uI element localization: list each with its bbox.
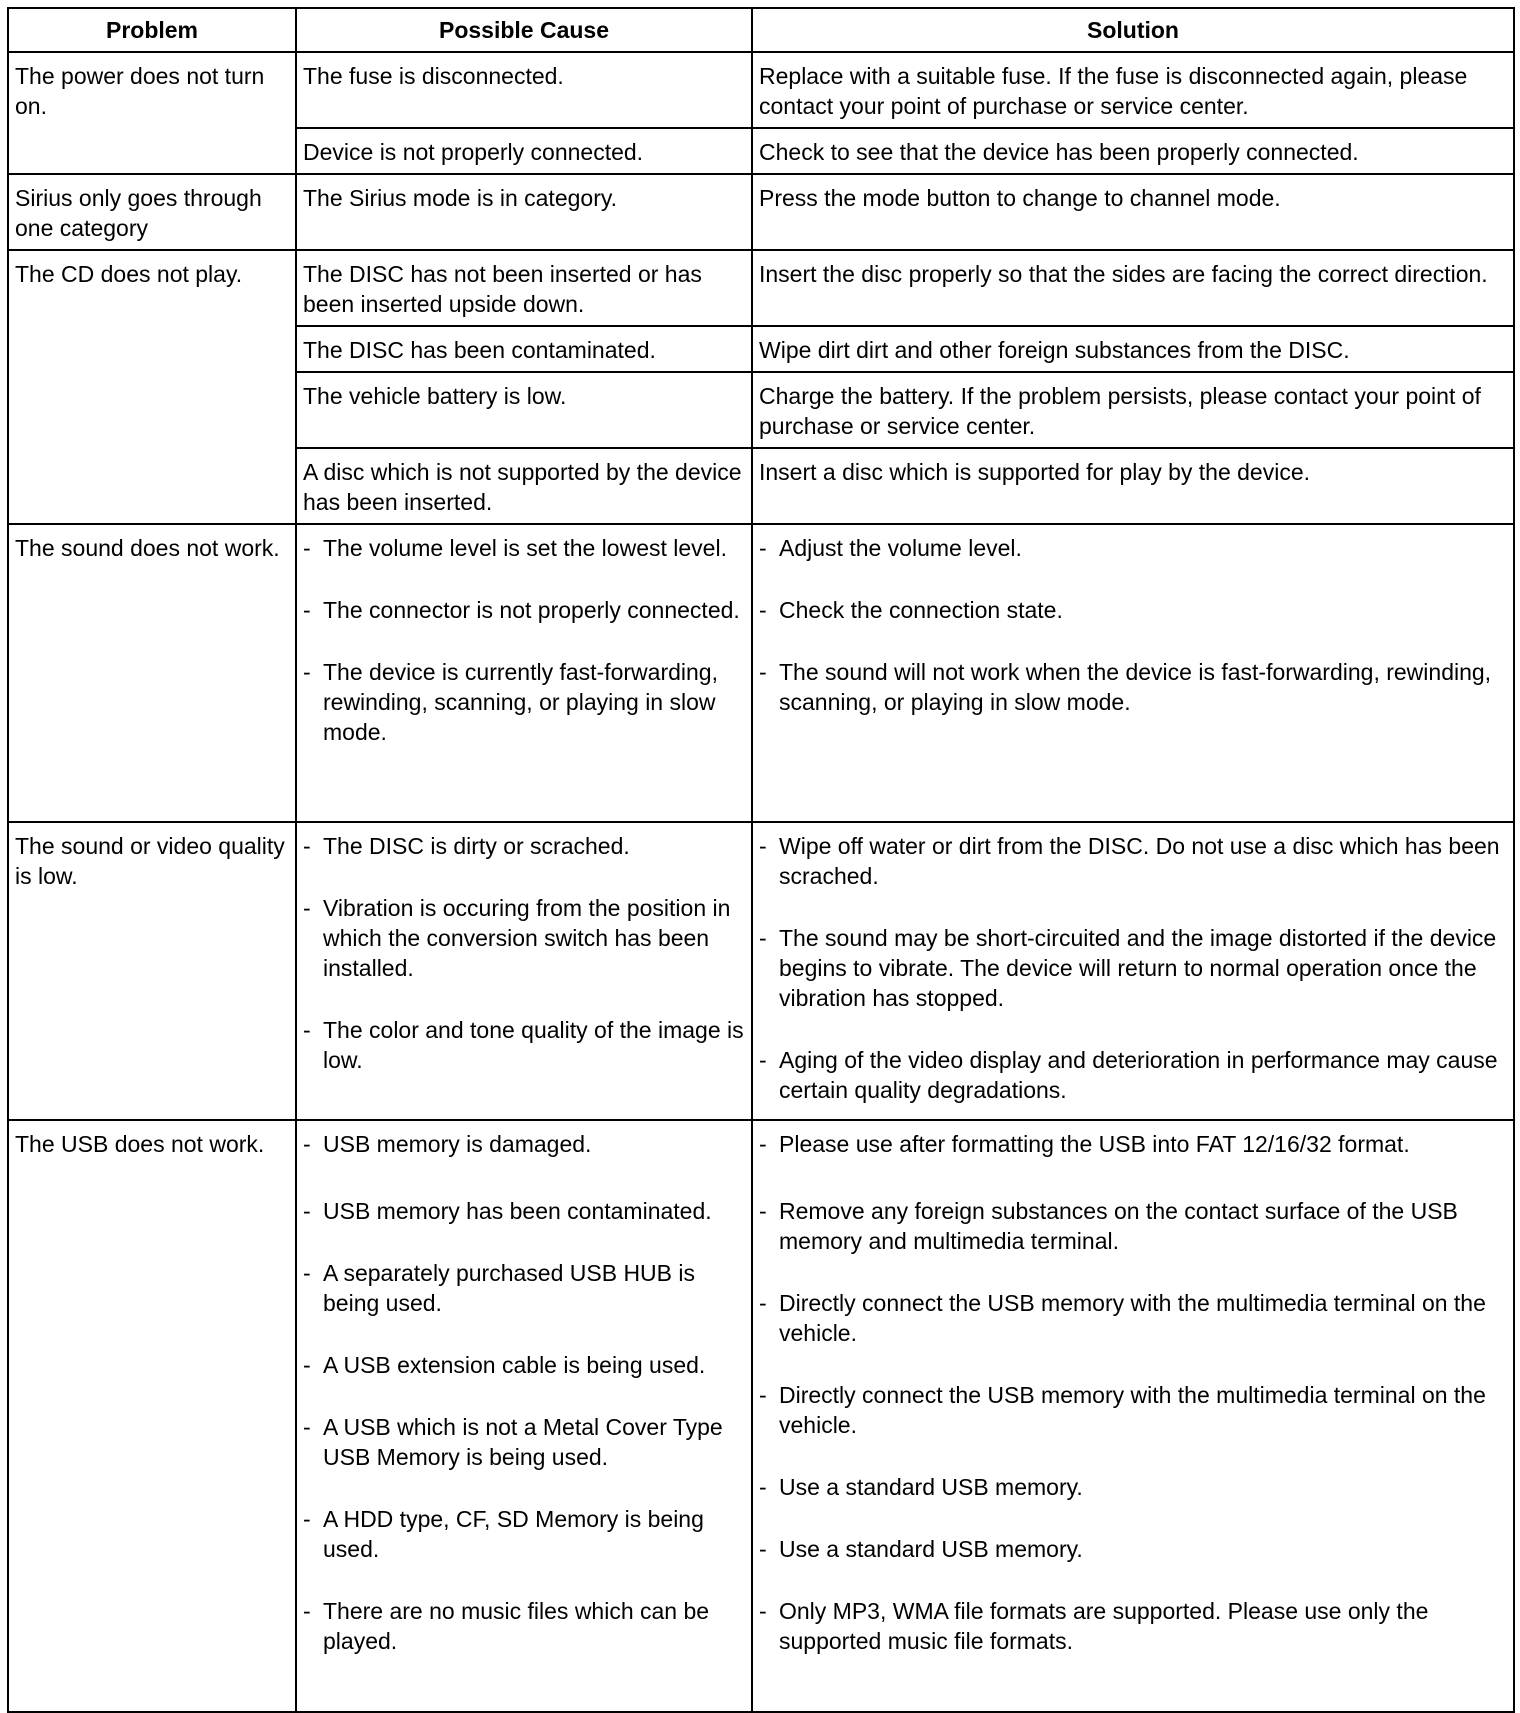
list-item: - Remove any foreign substances on the contact surface of the USB memory and multimedia terminal.: [759, 1196, 1507, 1256]
list-item: - Directly connect the USB memory with the multimedia terminal on the vehicle.: [759, 1288, 1507, 1348]
list-item: - Adjust the volume level.: [759, 533, 1507, 563]
header-solution: Solution: [752, 8, 1514, 52]
list-item: - USB memory has been contaminated.: [303, 1196, 745, 1226]
solution-cell: Wipe dirt dirt and other foreign substances from the DISC.: [752, 326, 1514, 372]
quality-cause-list: [303, 831, 745, 1075]
sound-solution-list: [759, 533, 1507, 717]
table-row: [8, 822, 1514, 1120]
list-item: - Aging of the video display and deterioration in performance may cause certain quality degradations.: [759, 1045, 1507, 1105]
list-item: - A separately purchased USB HUB is being used.: [303, 1258, 745, 1318]
list-item: - Wipe off water or dirt from the DISC. Do not use a disc which has been scrached.: [759, 831, 1507, 891]
list-item: - Directly connect the USB memory with the multimedia terminal on the vehicle.: [759, 1380, 1507, 1440]
list-item: - USB memory is damaged.: [303, 1129, 745, 1159]
sound-cause-list: [303, 533, 745, 747]
solution-cell: [752, 822, 1514, 1120]
problem-power: The power does not turn on.: [8, 52, 296, 174]
cause-cell: The DISC has not been inserted or has been inserted upside down.: [296, 250, 752, 326]
solution-cell: Insert the disc properly so that the sides are facing the correct direction.: [752, 250, 1514, 326]
cause-cell: The DISC has been contaminated.: [296, 326, 752, 372]
list-item: - The volume level is set the lowest level.: [303, 533, 745, 563]
list-item: - The color and tone quality of the image is low.: [303, 1015, 745, 1075]
problem-usb: The USB does not work.: [8, 1120, 296, 1712]
problem-sound: The sound does not work.: [8, 524, 296, 822]
usb-cause-list: [303, 1129, 745, 1656]
table-row: [8, 1120, 1514, 1712]
cause-cell: The vehicle battery is low.: [296, 372, 752, 448]
list-item: - The sound will not work when the device is fast-forwarding, rewinding, scanning, or playing in slow mode.: [759, 657, 1507, 717]
solution-cell: [752, 1120, 1514, 1712]
solution-cell: Charge the battery. If the problem persists, please contact your point of purchase or service center.: [752, 372, 1514, 448]
list-item: - Only MP3, WMA file formats are supported. Please use only the supported music file formats.: [759, 1596, 1507, 1656]
list-item: - A HDD type, CF, SD Memory is being used.: [303, 1504, 745, 1564]
list-item: - A USB extension cable is being used.: [303, 1350, 745, 1380]
table-row: [8, 250, 1514, 326]
cause-cell: A disc which is not supported by the device has been inserted.: [296, 448, 752, 524]
table-row: [8, 52, 1514, 128]
list-item: - The sound may be short-circuited and the image distorted if the device begins to vibrate. The device will return to normal operation once the vibration has stopped.: [759, 923, 1507, 1013]
header-cause: Possible Cause: [296, 8, 752, 52]
list-item: - The DISC is dirty or scrached.: [303, 831, 745, 861]
table-row: [8, 524, 1514, 822]
list-item: - The connector is not properly connected.: [303, 595, 745, 625]
cause-cell: [296, 524, 752, 822]
problem-sirius: Sirius only goes through one category: [8, 174, 296, 250]
list-item: - Check the connection state.: [759, 595, 1507, 625]
cause-cell: The fuse is disconnected.: [296, 52, 752, 128]
table-row: [8, 174, 1514, 250]
solution-cell: Replace with a suitable fuse. If the fuse is disconnected again, please contact your point of purchase or service center.: [752, 52, 1514, 128]
problem-quality: The sound or video quality is low.: [8, 822, 296, 1120]
usb-solution-list: [759, 1129, 1507, 1656]
cause-cell: [296, 1120, 752, 1712]
list-item: - The device is currently fast-forwarding, rewinding, scanning, or playing in slow mode.: [303, 657, 745, 747]
cause-cell: Device is not properly connected.: [296, 128, 752, 174]
header-problem: Problem: [8, 8, 296, 52]
problem-cd: The CD does not play.: [8, 250, 296, 524]
solution-cell: [752, 524, 1514, 822]
list-item: - A USB which is not a Metal Cover Type USB Memory is being used.: [303, 1412, 745, 1472]
solution-cell: Press the mode button to change to channel mode.: [752, 174, 1514, 250]
quality-solution-list: [759, 831, 1507, 1105]
list-item: - Vibration is occuring from the position in which the conversion switch has been installed.: [303, 893, 745, 983]
list-item: - Please use after formatting the USB into FAT 12/16/32 format.: [759, 1129, 1507, 1159]
solution-cell: Check to see that the device has been properly connected.: [752, 128, 1514, 174]
solution-cell: Insert a disc which is supported for play by the device.: [752, 448, 1514, 524]
cause-cell: [296, 822, 752, 1120]
list-item: - There are no music files which can be played.: [303, 1596, 745, 1656]
cause-cell: The Sirius mode is in category.: [296, 174, 752, 250]
header-row: [8, 8, 1514, 52]
troubleshooting-table: [7, 7, 1515, 1713]
list-item: - Use a standard USB memory.: [759, 1534, 1507, 1564]
list-item: - Use a standard USB memory.: [759, 1472, 1507, 1502]
